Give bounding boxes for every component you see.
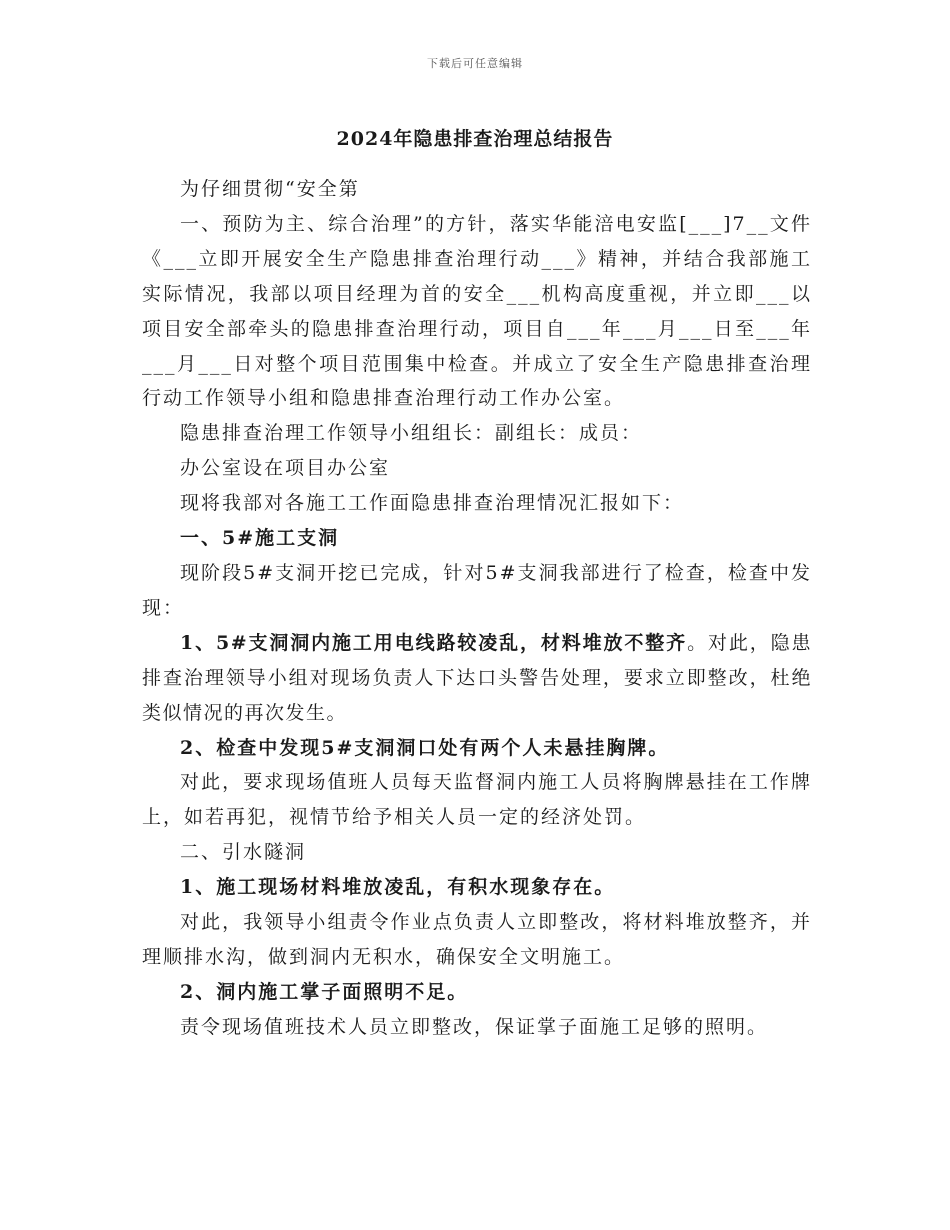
document-body xyxy=(142,172,812,1045)
paragraph-finding-3-action: 对此，我领导小组责令作业点负责人立即整改，将材料堆放整齐，并理顺排水沟，做到洞内无积水，确保安全文明施工。 xyxy=(142,911,812,968)
paragraph-finding-2: 2、检查中发现5#支洞洞口处有两个人未悬挂胸牌。 xyxy=(180,736,670,759)
section-heading-diversion-tunnel: 二、引水隧洞 xyxy=(180,841,307,864)
paragraph-finding-3: 1、施工现场材料堆放凌乱，有积水现象存在。 xyxy=(180,876,616,899)
finding-1-bold: 1、5#支洞洞内施工用电线路较凌乱，材料堆放不整齐 xyxy=(180,631,688,654)
paragraph-finding-1 xyxy=(142,626,812,731)
paragraph-policy: 一、预防为主、综合治理”的方针，落实华能涪电安监[___]7__文件《___立即开展安全生产隐患排查治理行动___》精神，并结合我部施工实际情况，我部以项目经理为首的安全___机构高度重视，并立即___以项目安全部牵头的隐患排查治理行动，项目自___年___月___日至___年___月___日对整个项目范围集中检查。并成立了安全生产隐患排查治理行动工作领导小组和隐患排查治理行动工作办公室。 xyxy=(142,212,812,410)
paragraph-leadership-group: 隐患排查治理工作领导小组组长：副组长：成员： xyxy=(180,422,643,445)
paragraph-intro: 为仔细贯彻“安全第 xyxy=(180,178,360,200)
document-title: 2024年隐患排查治理总结报告 xyxy=(336,128,614,150)
paragraph-report-intro: 现将我部对各施工工作面隐患排查治理情况汇报如下： xyxy=(180,492,685,515)
section-heading-branch-tunnel: 一、5#施工支洞 xyxy=(180,527,340,550)
paragraph-branch-tunnel-status: 现阶段5#支洞开挖已完成，针对5#支洞我部进行了检查，检查中发现： xyxy=(142,561,812,619)
paragraph-finding-4: 2、洞内施工掌子面照明不足。 xyxy=(180,980,469,1003)
paragraph-finding-2-action: 对此，要求现场值班人员每天监督洞内施工人员将胸牌悬挂在工作牌上，如若再犯，视情节给予相关人员一定的经济处罚。 xyxy=(142,771,812,829)
paragraph-finding-4-action: 责令现场值班技术人员立即整改，保证掌子面施工足够的照明。 xyxy=(180,1015,769,1038)
finding-1-action: 。对此，隐患排查治理领导小组对现场负责人下达口头警告处理，要求立即整改，杜绝类似情况的再次发生。 xyxy=(142,631,812,724)
paragraph-office: 办公室设在项目办公室 xyxy=(180,457,391,480)
header-note: 下载后可任意编辑 xyxy=(427,57,523,70)
